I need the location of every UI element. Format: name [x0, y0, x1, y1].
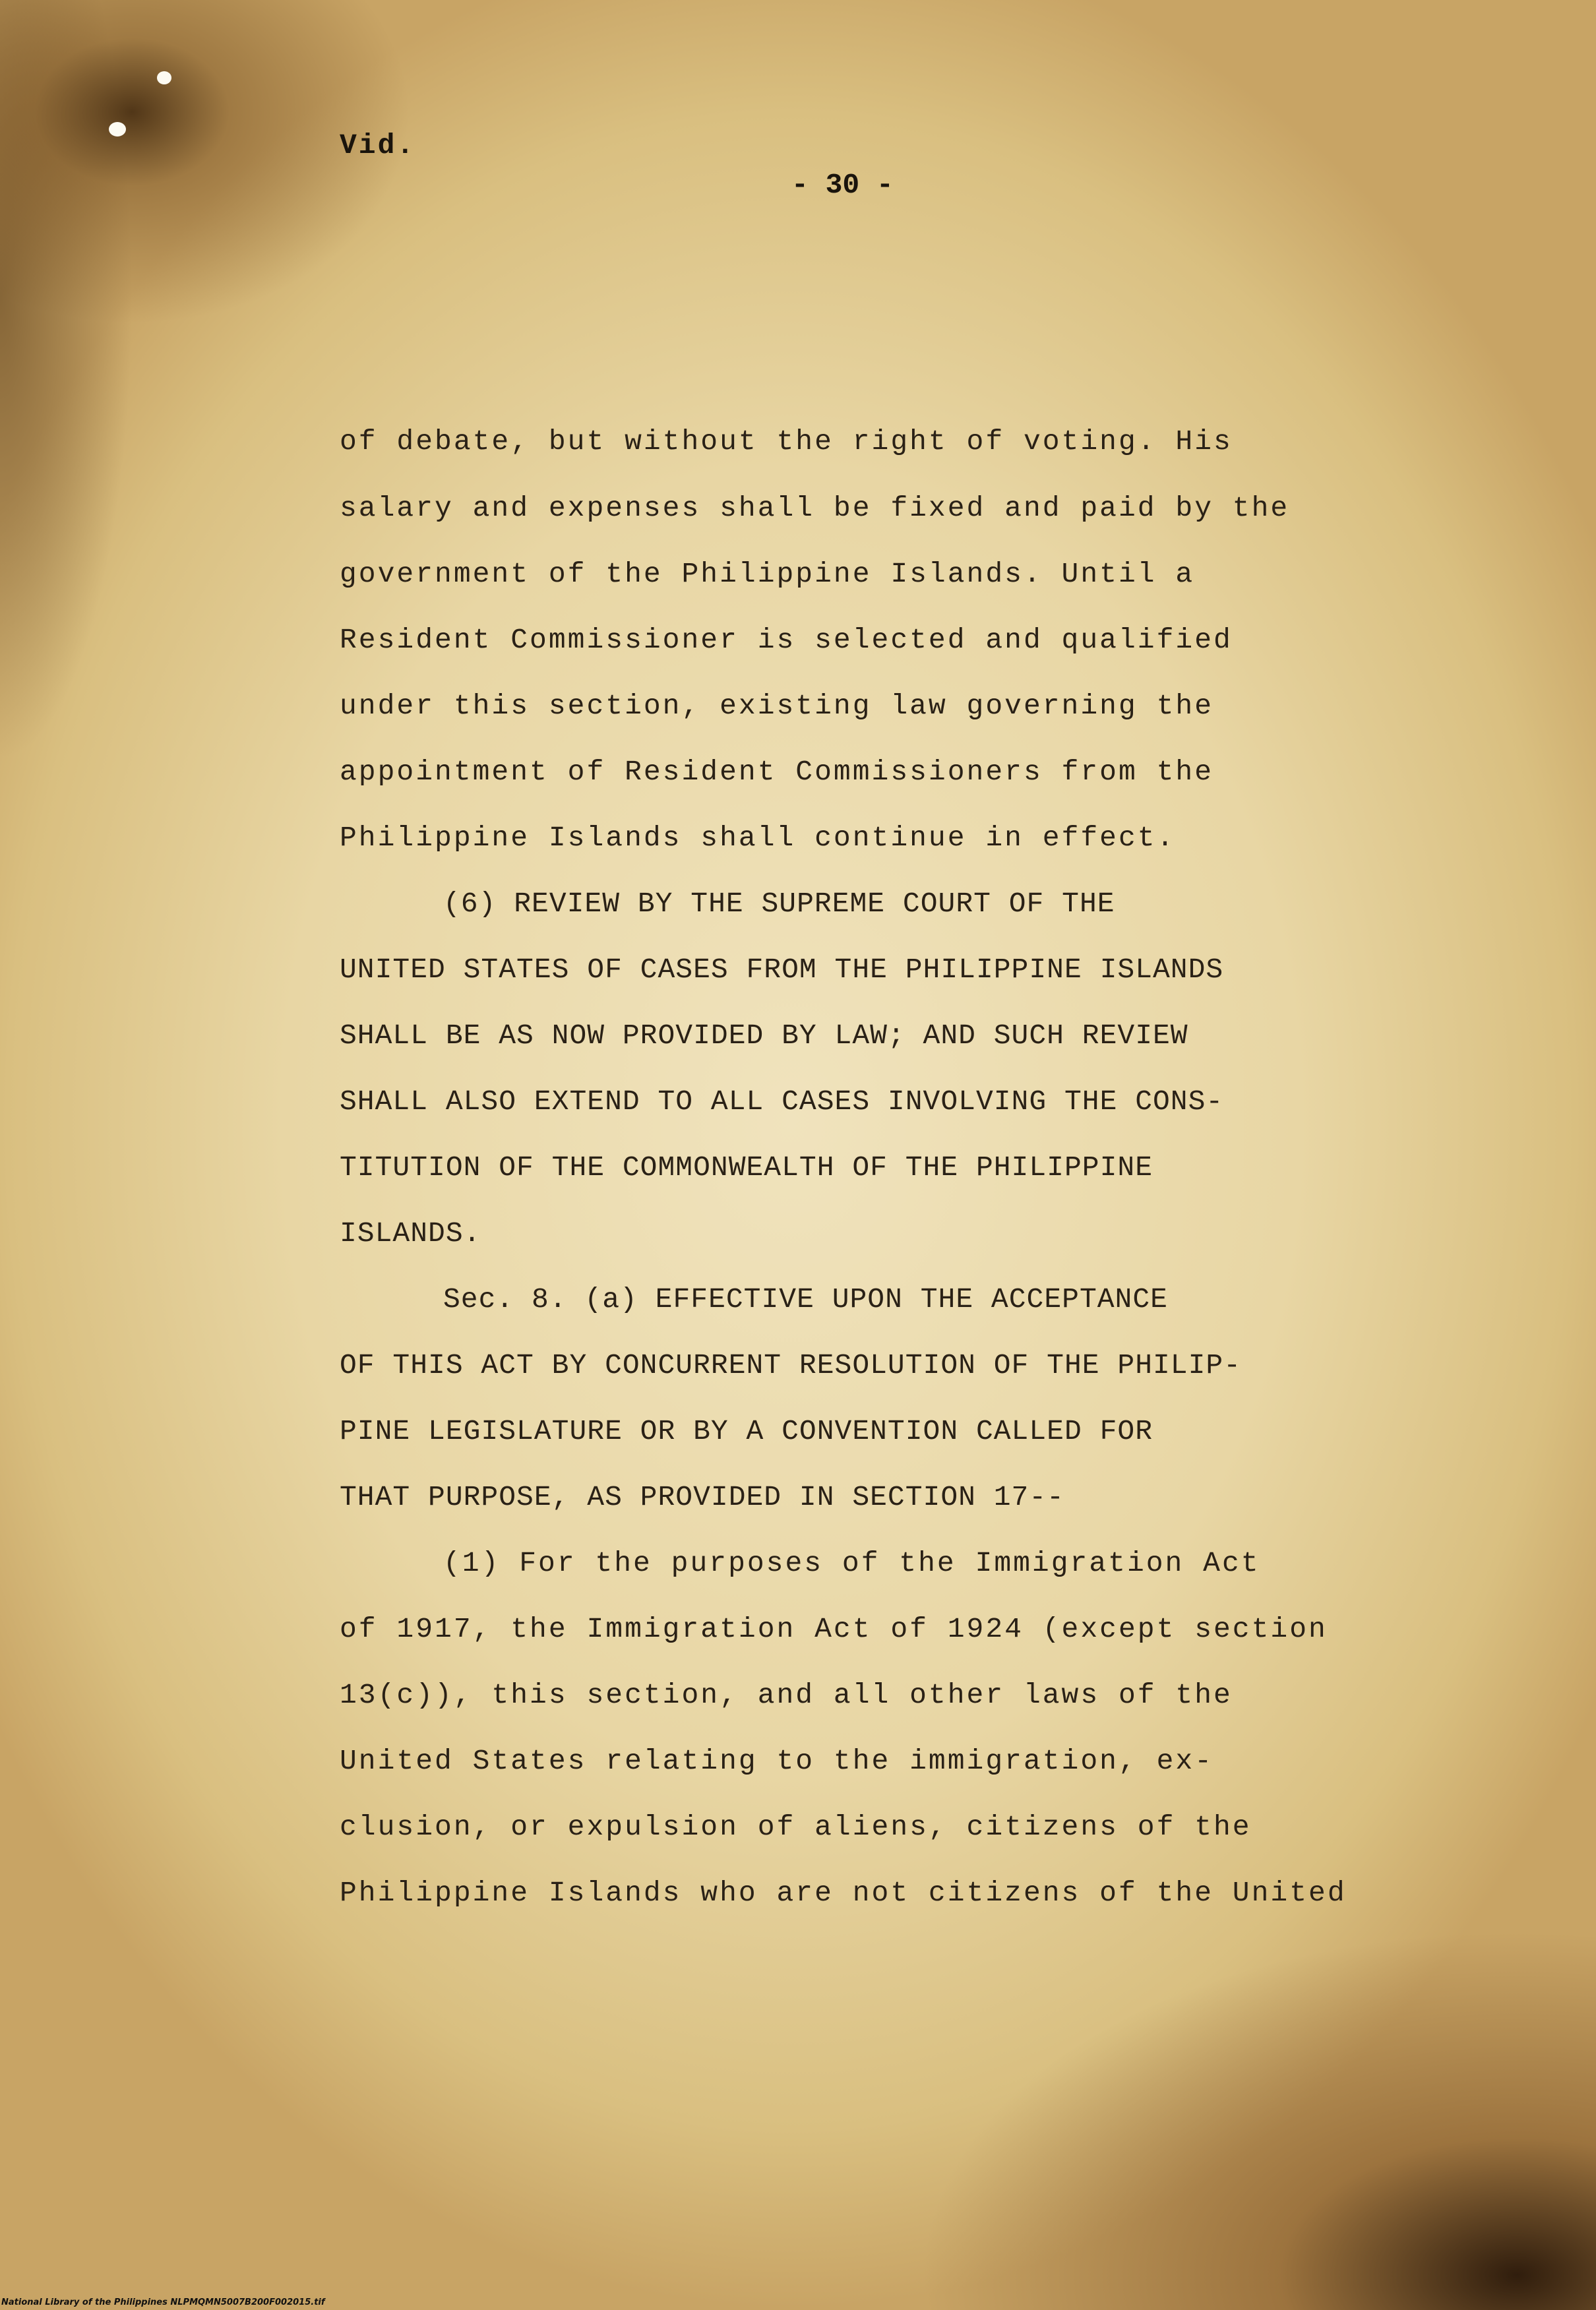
- text-line: Philippine Islands who are not citizens of the United: [340, 1877, 1347, 1909]
- text-line: OF THIS ACT BY CONCURRENT RESOLUTION OF THE PHILIP-: [340, 1349, 1242, 1382]
- text-line: government of the Philippine Islands. Until a: [340, 558, 1195, 590]
- text-line: PINE LEGISLATURE OR BY A CONVENTION CALLED FOR: [340, 1415, 1153, 1447]
- text-line: UNITED STATES OF CASES FROM THE PHILIPPINE ISLANDS: [340, 954, 1224, 986]
- text-line: appointment of Resident Commissioners from the: [340, 756, 1213, 788]
- text-line: ISLANDS.: [340, 1217, 481, 1250]
- archive-footer-label: National Library of the Philippines NLPMQMN5007B200F002015.tif: [1, 2297, 325, 2307]
- text-line: THAT PURPOSE, AS PROVIDED IN SECTION 17--: [340, 1481, 1064, 1513]
- paper-burn-spot: [109, 122, 126, 137]
- text-line: salary and expenses shall be fixed and paid by the: [340, 492, 1290, 524]
- text-line: SHALL ALSO EXTEND TO ALL CASES INVOLVING THE CONS-: [340, 1085, 1224, 1118]
- text-line: 13(c)), this section, and all other laws of the: [340, 1679, 1233, 1711]
- text-line: under this section, existing law governing the: [340, 690, 1213, 722]
- text-line: clusion, or expulsion of aliens, citizens of the: [340, 1811, 1252, 1843]
- text-line: (6) REVIEW BY THE SUPREME COURT OF THE: [443, 888, 1115, 920]
- text-line: Philippine Islands shall continue in effect.: [340, 822, 1176, 854]
- header-mark: Vid.: [340, 129, 416, 162]
- paper-burn-spot: [157, 71, 171, 84]
- text-line: TITUTION OF THE COMMONWEALTH OF THE PHILIPPINE: [340, 1151, 1153, 1184]
- text-line: of debate, but without the right of voting. His: [340, 425, 1233, 458]
- text-line: (1) For the purposes of the Immigration Act: [443, 1547, 1260, 1579]
- text-line: SHALL BE AS NOW PROVIDED BY LAW; AND SUCH REVIEW: [340, 1019, 1188, 1052]
- page-number: - 30 -: [791, 169, 894, 201]
- text-line: of 1917, the Immigration Act of 1924 (except section: [340, 1613, 1328, 1645]
- text-line: Sec. 8. (a) EFFECTIVE UPON THE ACCEPTANCE: [443, 1283, 1168, 1316]
- text-line: Resident Commissioner is selected and qualified: [340, 624, 1233, 656]
- text-line: United States relating to the immigration, ex-: [340, 1745, 1213, 1777]
